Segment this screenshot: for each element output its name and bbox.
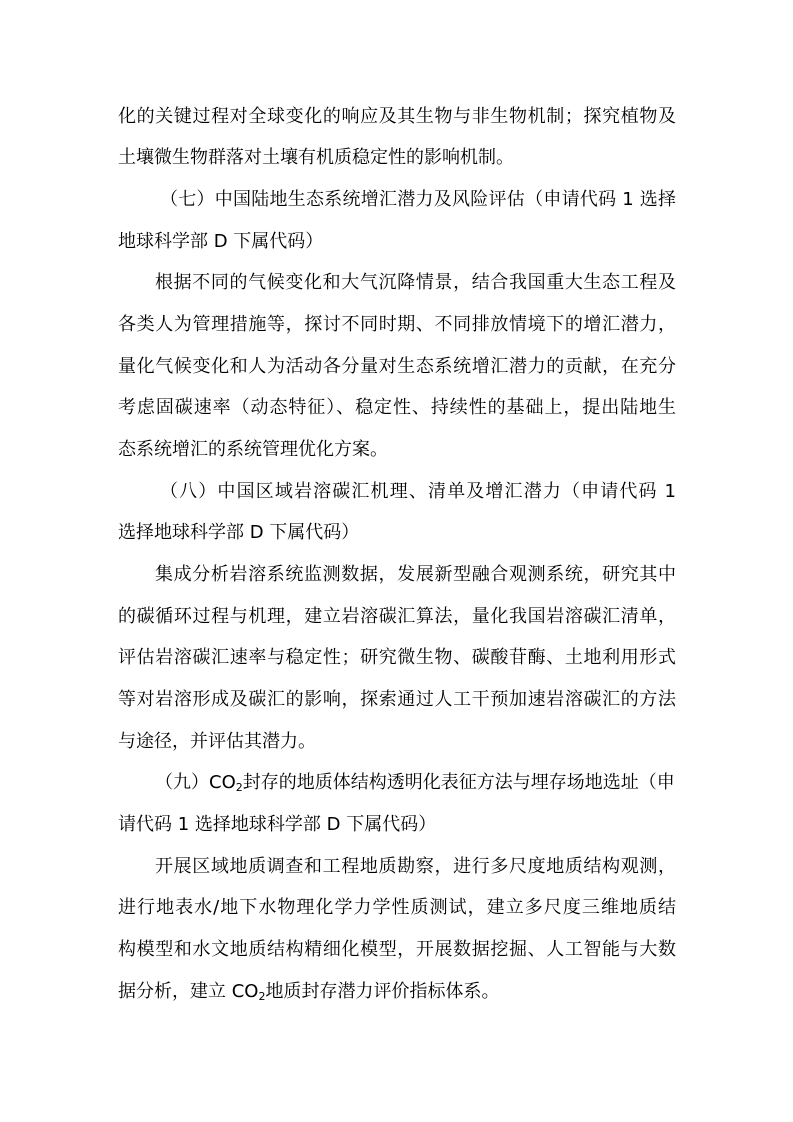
- paragraph-line: 各类人为管理措施等，探讨不同时期、不同排放情境下的增汇潜力，: [118, 314, 676, 335]
- section-heading-7-cont: 地球科学部 D 下属代码）: [118, 231, 324, 252]
- section-heading-9-cont: 请代码 1 选择地球科学部 D 下属代码）: [118, 814, 437, 835]
- paragraph-line: 集成分析岩溶系统监测数据，发展新型融合观测系统，研究其中: [155, 564, 676, 585]
- paragraph-line: 与途径，并评估其潜力。: [118, 731, 316, 752]
- paragraph-line: 进行地表水/地下水物理化学力学性质测试，建立多尺度三维地质结: [118, 897, 676, 918]
- paragraph-line: 构模型和水文地质结构精细化模型，开展数据挖掘、人工智能与大数: [118, 939, 676, 960]
- subscript-2: 2: [258, 990, 266, 1003]
- paragraph-line: 的碳循环过程与机理，建立岩溶碳汇算法，量化我国岩溶碳汇清单，: [118, 606, 676, 627]
- p9-l4-rest: 地质封存潜力评价指标体系。: [265, 981, 500, 1002]
- paragraph-line: [118, 978, 676, 1006]
- paragraph-line: 等对岩溶形成及碳汇的影响，探索通过人工干预加速岩溶碳汇的方法: [118, 689, 676, 710]
- subscript-2: 2: [235, 781, 243, 794]
- paragraph-line: 考虑固碳速率（动态特征）、稳定性、持续性的基础上，提出陆地生: [118, 397, 676, 418]
- paragraph-line: 评估岩溶碳汇速率与稳定性；研究微生物、碳酸苷酶、土地利用形式: [118, 647, 676, 668]
- heading-9-rest: 封存的地质体结构透明化表征方法与埋存场地选址（申: [242, 772, 675, 793]
- section-heading-9: [155, 769, 676, 797]
- paragraph-line: 土壤微生物群落对土壤有机质稳定性的影响机制。: [118, 147, 514, 168]
- paragraph-line: 根据不同的气候变化和大气沉降情景，结合我国重大生态工程及: [155, 272, 676, 293]
- paragraph-line: 开展区域地质调查和工程地质勘察，进行多尺度地质结构观测，: [155, 856, 676, 877]
- section-heading-7: （七）中国陆地生态系统增汇潜力及风险评估（申请代码 1 选择: [160, 189, 676, 210]
- section-heading-8: （八）中国区域岩溶碳汇机理、清单及增汇潜力（申请代码 1: [160, 481, 676, 502]
- p9-l4-prefix: 据分析，建立 CO: [118, 981, 259, 1002]
- paragraph-line: 量化气候变化和人为活动各分量对生态系统增汇潜力的贡献，在充分: [118, 356, 676, 377]
- section-heading-8-cont: 选择地球科学部 D 下属代码）: [118, 522, 360, 543]
- heading-9-prefix: （九）CO: [155, 772, 236, 793]
- paragraph-line: 态系统增汇的系统管理优化方案。: [118, 439, 388, 460]
- paragraph-line: 化的关键过程对全球变化的响应及其生物与非生物机制；探究植物及: [118, 106, 676, 127]
